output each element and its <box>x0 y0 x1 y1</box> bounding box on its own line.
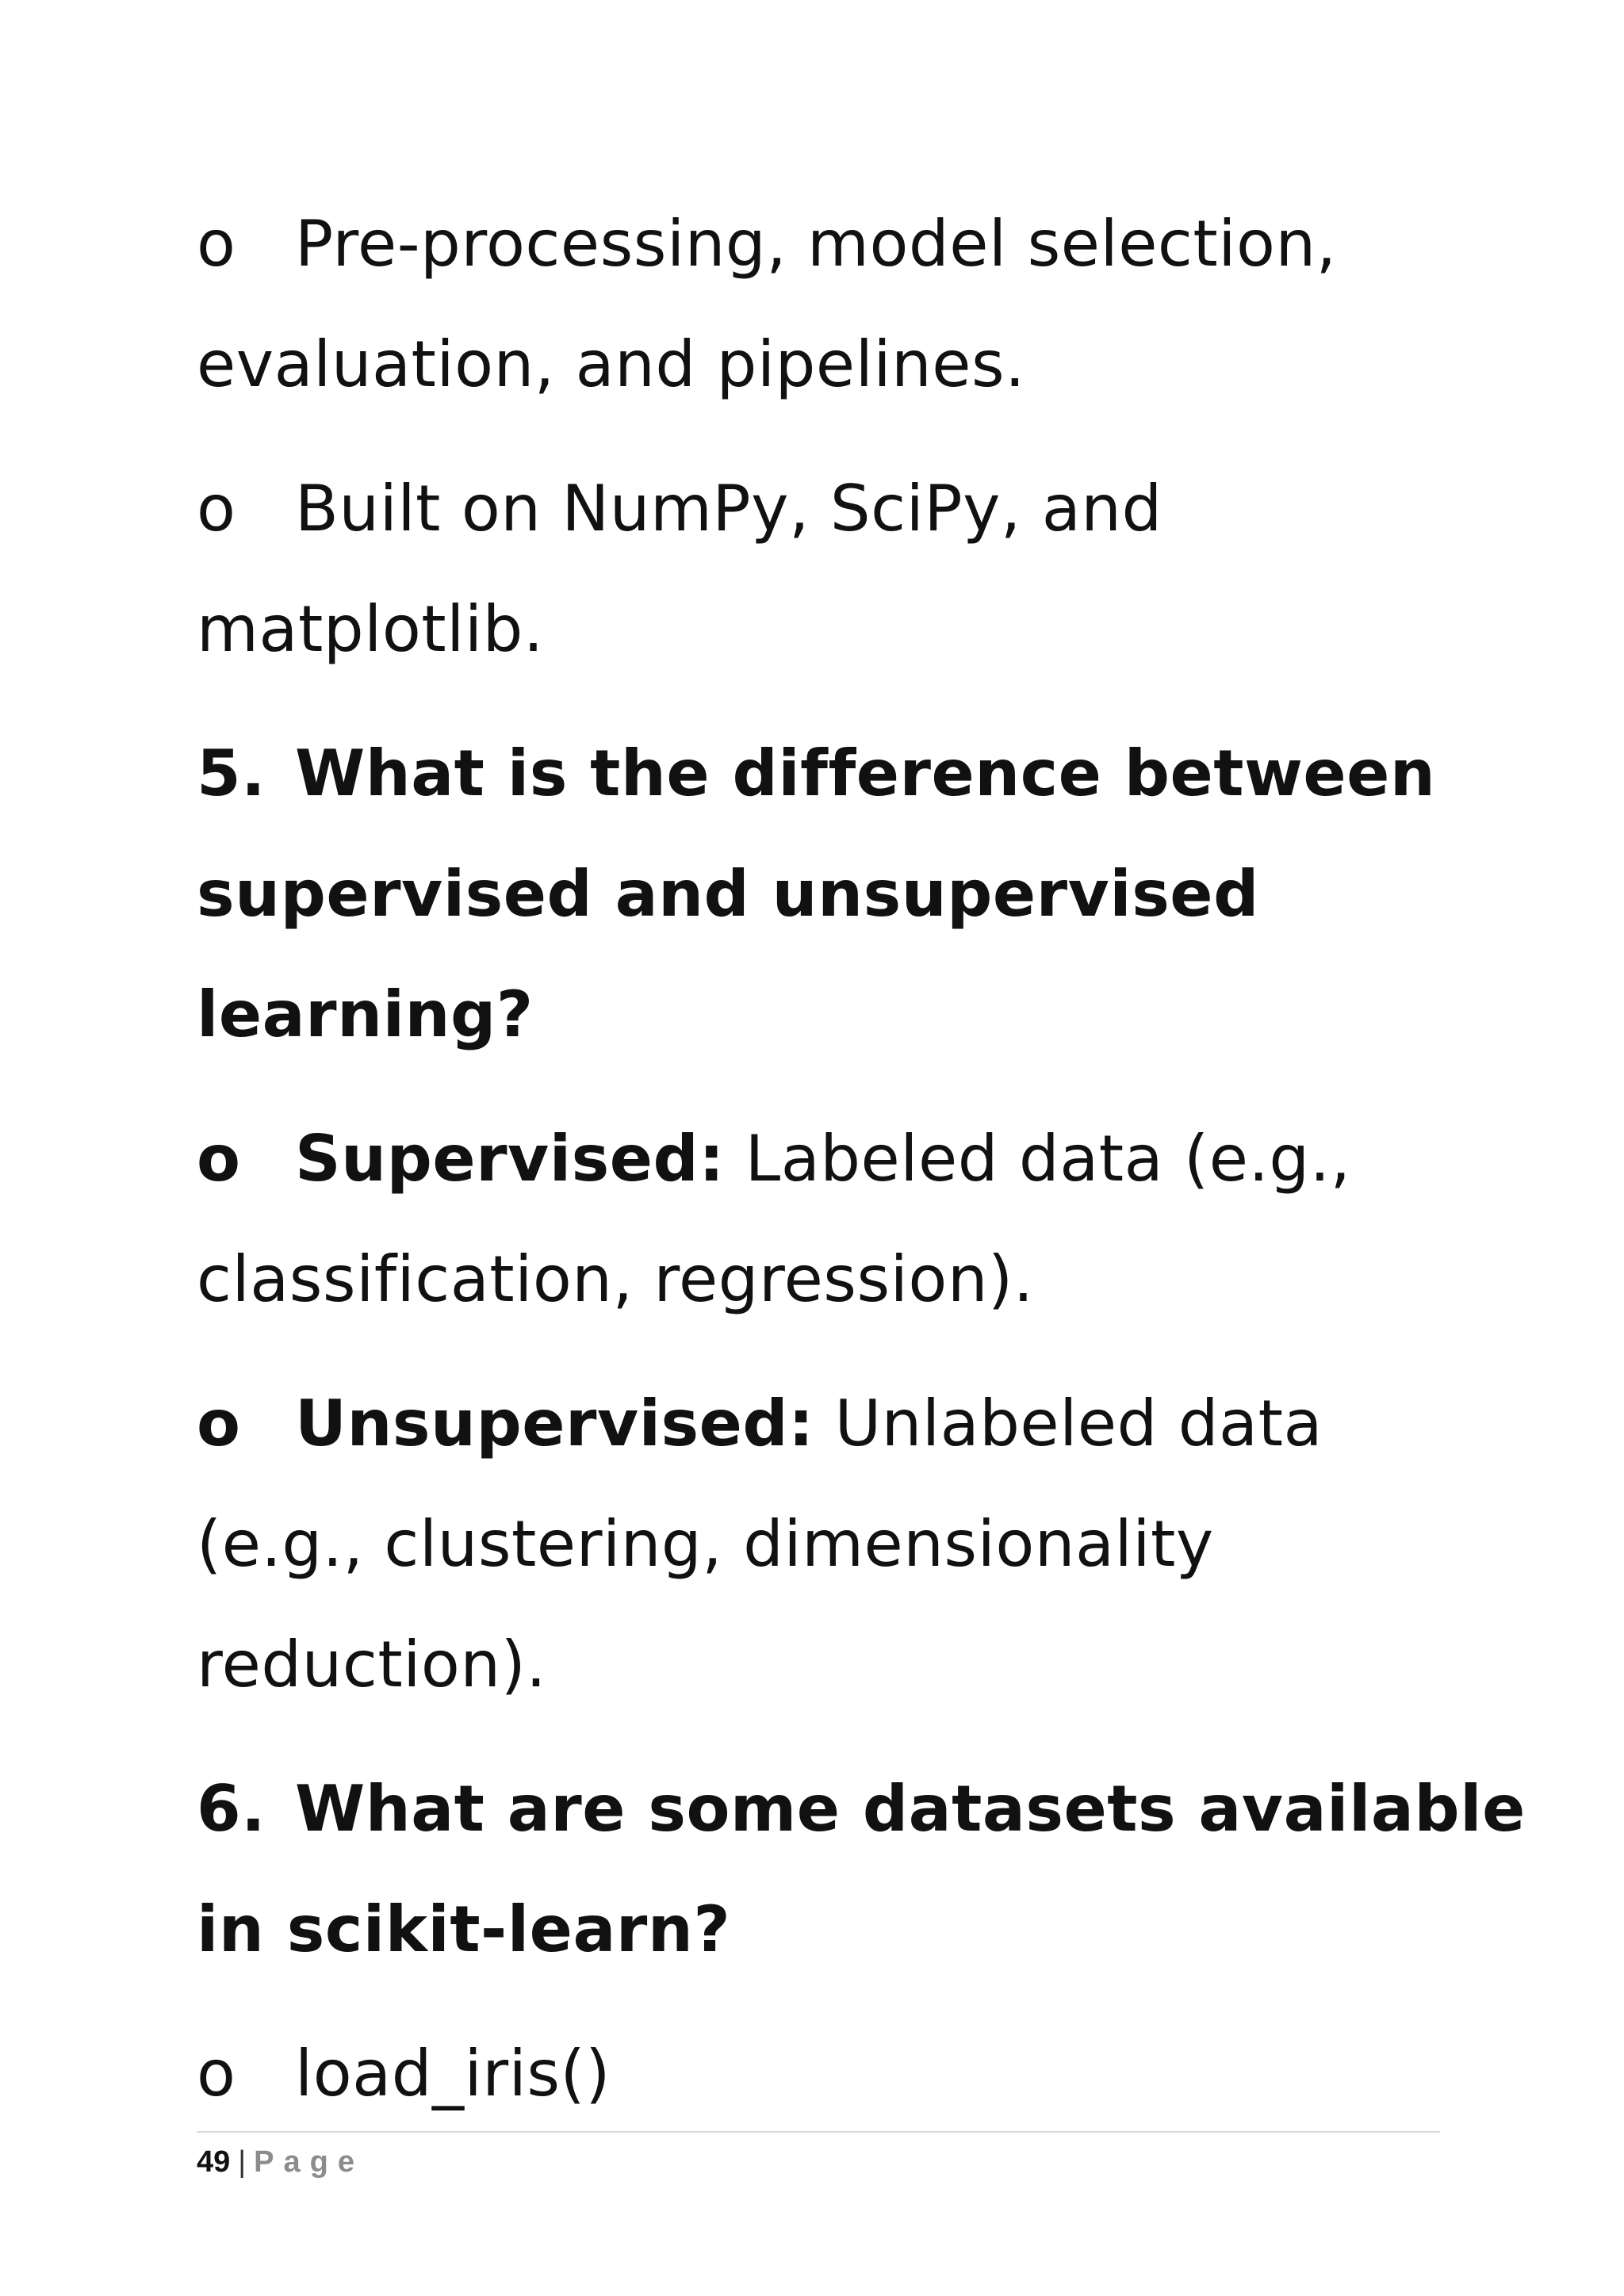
question-6-heading <box>197 1749 1526 1869</box>
bullet-text: Pre-processing, model selection, <box>295 207 1337 281</box>
question-5-heading <box>197 714 1450 834</box>
term-label: Unsupervised: <box>295 1387 814 1460</box>
bullet-item-built-on <box>197 449 1450 569</box>
question-text: What are some datasets available <box>295 1772 1526 1846</box>
bullet-marker: o <box>197 207 236 281</box>
bullet-marker: o <box>197 1122 241 1196</box>
footer-divider <box>197 2131 1440 2133</box>
bullet-item-load-iris <box>197 2014 1450 2134</box>
bullet-continuation: matplotlib. <box>197 592 544 666</box>
term-definition: Unlabeled data <box>814 1387 1323 1460</box>
question-5-continuation: supervised and unsupervised <box>197 857 1259 931</box>
page-label: Page <box>254 2145 364 2179</box>
page-number: 49 <box>197 2145 231 2179</box>
question-text: What is the difference between <box>295 737 1436 810</box>
footer-separator: | <box>238 2145 247 2179</box>
bullet-text: Built on NumPy, SciPy, and <box>295 472 1162 545</box>
bullet-continuation: classification, regression). <box>197 1242 1034 1316</box>
question-number: 6. <box>197 1772 266 1846</box>
bullet-continuation: reduction). <box>197 1628 547 1701</box>
page-footer <box>197 2142 364 2182</box>
bullet-text: load_iris() <box>295 2037 611 2110</box>
question-number: 5. <box>197 737 266 810</box>
bullet-marker: o <box>197 1387 241 1460</box>
bullet-continuation: (e.g., clustering, dimensionality <box>197 1507 1214 1581</box>
term-definition: Labeled data (e.g., <box>724 1122 1351 1196</box>
bullet-item-supervised <box>197 1099 1450 1219</box>
page-content <box>197 184 1526 2134</box>
term-label: Supervised: <box>295 1122 725 1196</box>
bullet-marker: o <box>197 472 236 545</box>
bullet-continuation: evaluation, and pipelines. <box>197 327 1026 401</box>
question-6-continuation: in scikit-learn? <box>197 1892 731 1966</box>
bullet-item-preprocessing <box>197 184 1450 304</box>
question-5-continuation: learning? <box>197 978 534 1051</box>
bullet-marker: o <box>197 2037 236 2110</box>
bullet-item-unsupervised <box>197 1364 1450 1484</box>
